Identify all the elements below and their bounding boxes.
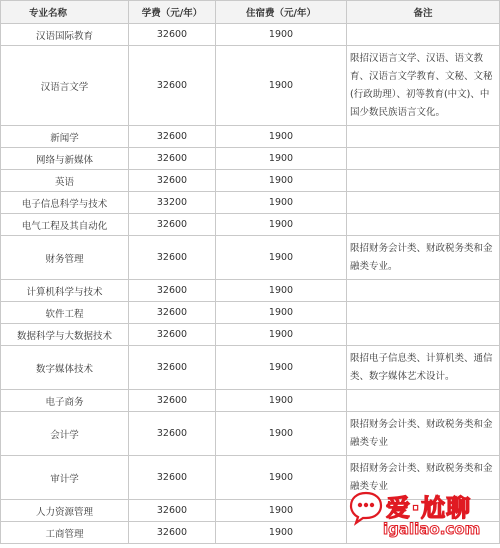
header-notes: 备注 <box>347 1 500 24</box>
speech-bubble-logo-icon <box>348 490 384 526</box>
major-cell: 网络与新媒体 <box>1 148 129 170</box>
header-major: 专业名称 <box>1 1 129 24</box>
note-cell <box>347 302 500 324</box>
major-cell: 英语 <box>1 170 129 192</box>
lodging-cell: 1900 <box>216 170 347 192</box>
watermark-brand: 爱·尬聊 <box>386 494 472 522</box>
major-cell: 会计学 <box>1 412 129 456</box>
tuition-cell: 32600 <box>129 390 216 412</box>
table-row <box>1 170 500 192</box>
note-cell: 限招财务会计类、财政税务类和金融类专业 <box>347 456 500 500</box>
tuition-cell: 32600 <box>129 280 216 302</box>
tuition-cell: 32600 <box>129 522 216 544</box>
major-cell: 财务管理 <box>1 236 129 280</box>
note-cell <box>347 148 500 170</box>
tuition-cell: 32600 <box>129 456 216 500</box>
major-cell: 电子信息科学与技术 <box>1 192 129 214</box>
tuition-cell: 32600 <box>129 346 216 390</box>
tuition-cell: 32600 <box>129 24 216 46</box>
tuition-cell: 32600 <box>129 170 216 192</box>
tuition-cell: 32600 <box>129 412 216 456</box>
lodging-cell: 1900 <box>216 126 347 148</box>
lodging-cell: 1900 <box>216 214 347 236</box>
table-row <box>1 280 500 302</box>
lodging-cell: 1900 <box>216 456 347 500</box>
lodging-cell: 1900 <box>216 324 347 346</box>
note-cell: 限招电子信息类、计算机类、通信类、数字媒体艺术设计。 <box>347 346 500 390</box>
tuition-cell: 32600 <box>129 214 216 236</box>
lodging-cell: 1900 <box>216 522 347 544</box>
note-cell <box>347 324 500 346</box>
major-cell: 汉语国际教育 <box>1 24 129 46</box>
lodging-cell: 1900 <box>216 412 347 456</box>
lodging-cell: 1900 <box>216 302 347 324</box>
note-cell <box>347 214 500 236</box>
major-cell: 数字媒体技术 <box>1 346 129 390</box>
lodging-cell: 1900 <box>216 500 347 522</box>
major-cell: 电子商务 <box>1 390 129 412</box>
lodging-cell: 1900 <box>216 280 347 302</box>
major-cell: 审计学 <box>1 456 129 500</box>
table-row <box>1 412 500 456</box>
major-cell: 汉语言文学 <box>1 46 129 126</box>
major-cell: 计算机科学与技术 <box>1 280 129 302</box>
table-row <box>1 214 500 236</box>
table-row <box>1 24 500 46</box>
header-tuition: 学费（元/年） <box>129 1 216 24</box>
lodging-cell: 1900 <box>216 46 347 126</box>
table-row <box>1 192 500 214</box>
lodging-cell: 1900 <box>216 148 347 170</box>
table-row <box>1 46 500 126</box>
major-cell: 工商管理 <box>1 522 129 544</box>
major-cell: 人力资源管理 <box>1 500 129 522</box>
table-row <box>1 390 500 412</box>
table-row <box>1 324 500 346</box>
lodging-cell: 1900 <box>216 346 347 390</box>
table-row <box>1 236 500 280</box>
tuition-cell: 32600 <box>129 324 216 346</box>
table-row <box>1 148 500 170</box>
tuition-cell: 33200 <box>129 192 216 214</box>
header-lodging: 住宿费（元/年） <box>216 1 347 24</box>
table-row <box>1 302 500 324</box>
tuition-cell: 32600 <box>129 46 216 126</box>
note-cell <box>347 390 500 412</box>
note-cell <box>347 126 500 148</box>
lodging-cell: 1900 <box>216 390 347 412</box>
table-row <box>1 126 500 148</box>
watermark <box>338 486 498 542</box>
tuition-cell: 32600 <box>129 148 216 170</box>
note-cell <box>347 24 500 46</box>
note-cell <box>347 192 500 214</box>
major-cell: 电气工程及其自动化 <box>1 214 129 236</box>
lodging-cell: 1900 <box>216 192 347 214</box>
note-cell: 限招财务会计类、财政税务类和金融类专业 <box>347 412 500 456</box>
major-cell: 新闻学 <box>1 126 129 148</box>
table-header-row <box>1 1 500 24</box>
lodging-cell: 1900 <box>216 24 347 46</box>
tuition-cell: 32600 <box>129 236 216 280</box>
table-row <box>1 346 500 390</box>
note-cell <box>347 170 500 192</box>
note-cell: 限招财务会计类、财政税务类和金融类专业。 <box>347 236 500 280</box>
note-cell: 限招汉语言文学、汉语、语文教育、汉语言文学教育、文秘、文秘(行政助理）、初等教育(中文)、中国少数民族语言文化。 <box>347 46 500 126</box>
tuition-cell: 32600 <box>129 500 216 522</box>
watermark-url: igaliao.com <box>383 520 481 538</box>
tuition-cell: 32600 <box>129 302 216 324</box>
note-cell <box>347 280 500 302</box>
major-cell: 数据科学与大数据技术 <box>1 324 129 346</box>
lodging-cell: 1900 <box>216 236 347 280</box>
major-cell: 软件工程 <box>1 302 129 324</box>
tuition-cell: 32600 <box>129 126 216 148</box>
